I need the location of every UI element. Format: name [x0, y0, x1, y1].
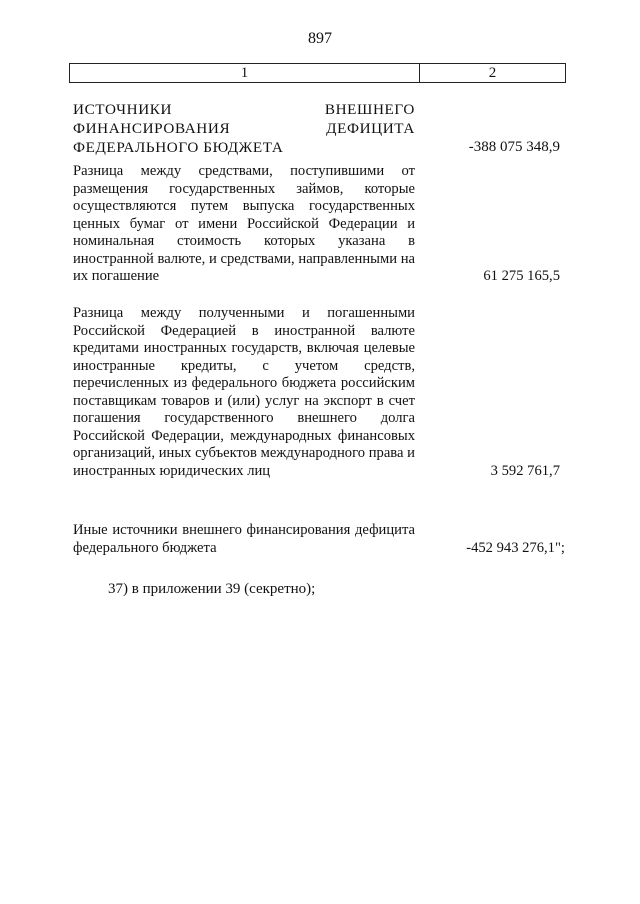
row-description: Разница между полученными и погашенными Российской Федерацией в иностранной валюте кредитами иностранных государств, включая целевые иностранные кредиты, с учетом средств, перечисленных из федерального бюджета российским поставщикам товаров и (или) услуг на экспорт в счет погашения государственного внешнего долга Российской Федерации, международных финансовых организаций, иных субъектов международного права и иностранных юридических лиц	[73, 305, 415, 479]
page-number: 897	[308, 30, 332, 47]
table-row-securities	[73, 163, 563, 286]
row-amount: 3 592 761,7	[490, 462, 560, 479]
row-amount: 61 275 165,5	[483, 268, 560, 284]
row-description: Разница между средствами, поступившими от размещения государственных займов, которые осуществляются путем выпуска государственных ценных бумаг от имени Российской Федерации и номинальная стоимость которых указана в иностранной валюте, и средствами, направленными на их погашение	[73, 163, 415, 284]
table-header-col1: 1	[70, 64, 420, 82]
row-description: ИСТОЧНИКИ ВНЕШНЕГО ФИНАНСИРОВАНИЯ ДЕФИЦИТА ФЕДЕРАЛЬНОГО БЮДЖЕТА	[73, 101, 415, 156]
table-header-col2: 2	[488, 65, 497, 81]
row-amount: -388 075 348,9	[468, 139, 560, 155]
footer-text: 37) в приложении 39 (секретно);	[108, 581, 316, 597]
row-description: Иные источники внешнего финансирования дефицита федерального бюджета	[73, 522, 415, 556]
row-amount: -452 943 276,1";	[466, 539, 565, 556]
table-row-total	[73, 100, 563, 157]
table-header	[69, 63, 566, 83]
table-row-credits	[73, 305, 563, 480]
table-row-other-sources	[73, 522, 563, 557]
